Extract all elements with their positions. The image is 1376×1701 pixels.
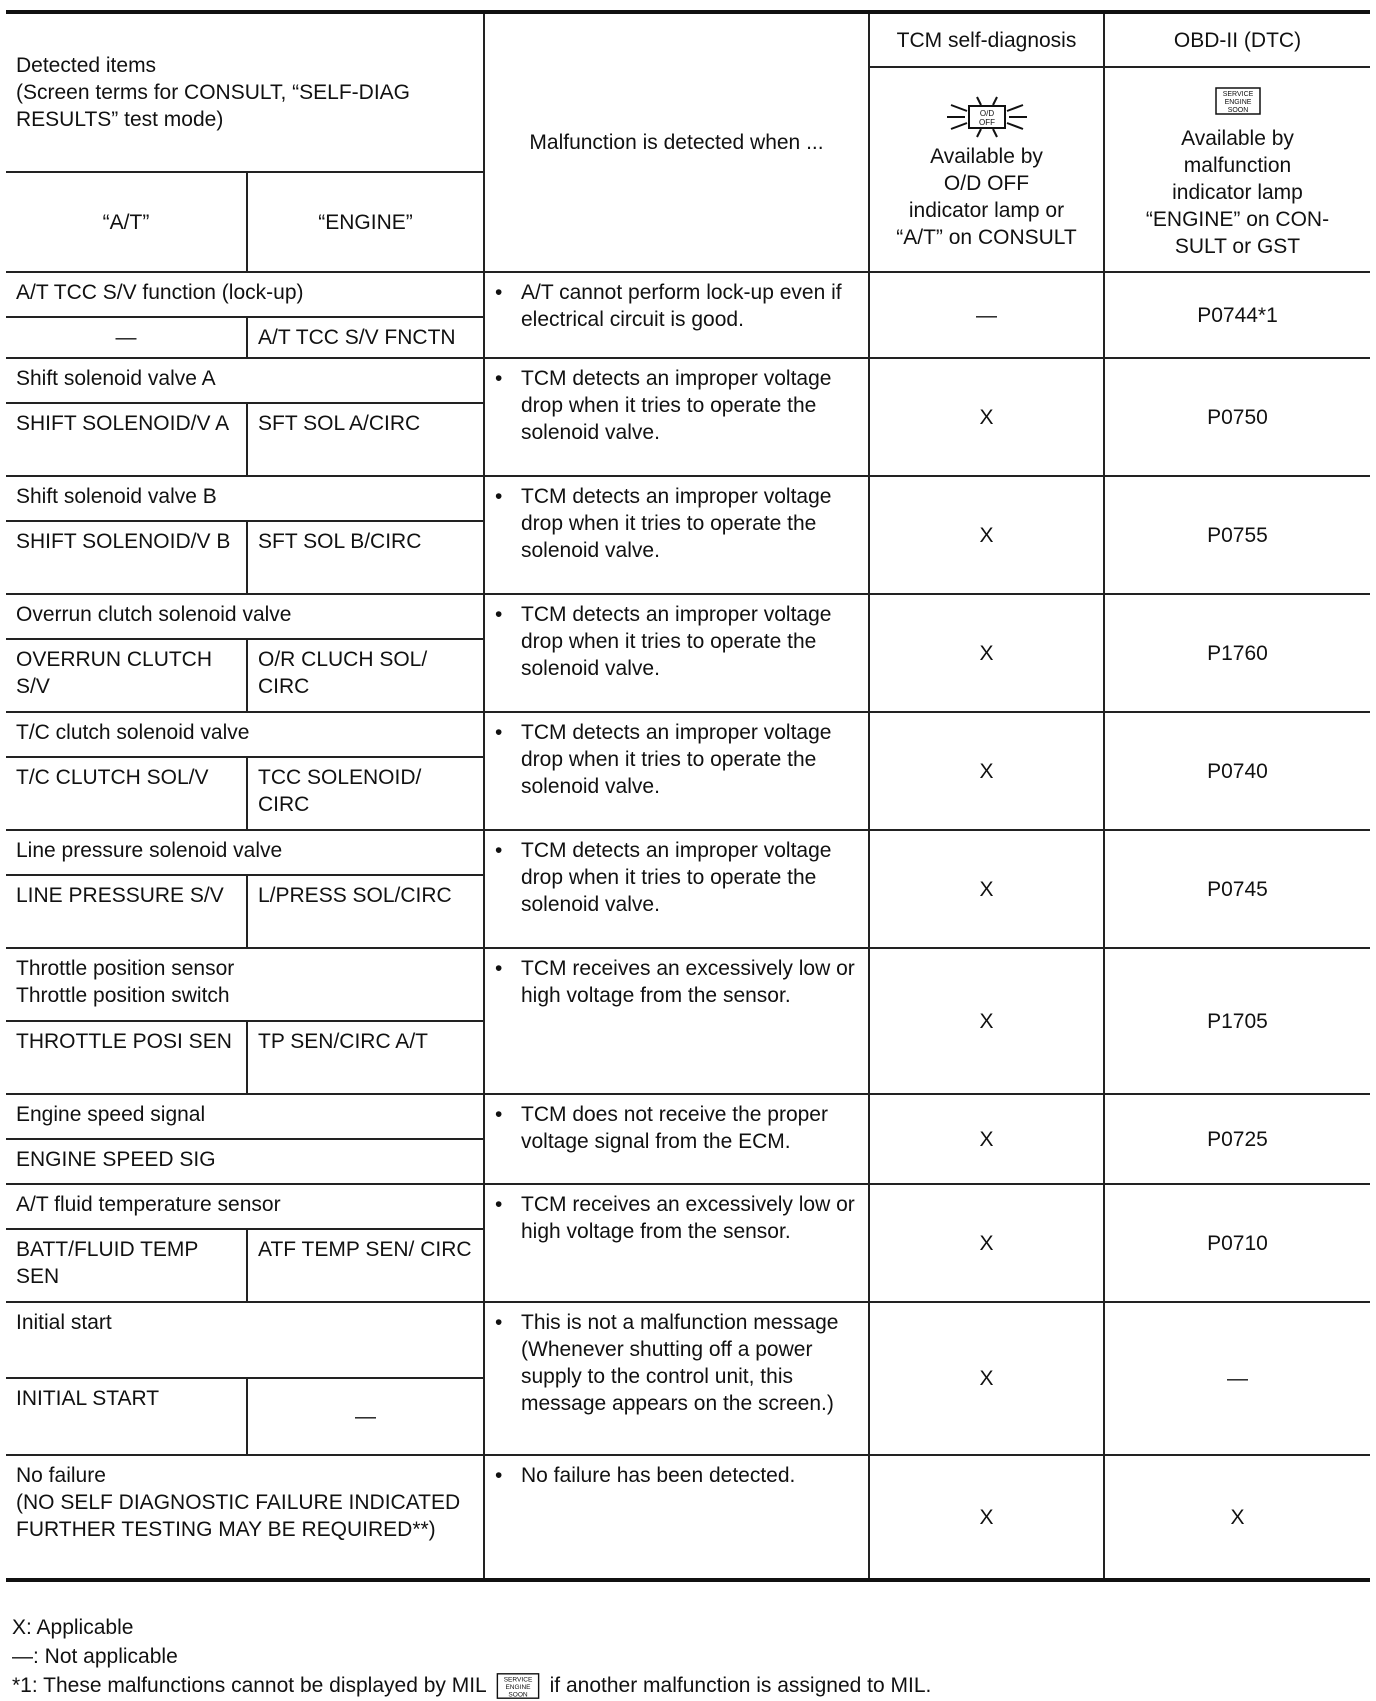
tcm-value: —	[869, 272, 1104, 358]
svg-text:SERVICE: SERVICE	[503, 1676, 533, 1684]
obd-dtc-code: —	[1104, 1302, 1370, 1455]
at-screen-term: OVERRUN CLUTCH S/V	[6, 639, 247, 712]
detected-item-label: A/T fluid temperature sensor	[6, 1184, 484, 1229]
malfunction-description: • TCM detects an improper voltage drop when it tries to operate the solenoid valve.	[484, 830, 869, 948]
malfunction-description: • No failure has been detected.	[484, 1455, 869, 1580]
detected-item-label: Initial start	[6, 1302, 484, 1378]
note-applicable: X: Applicable	[12, 1616, 134, 1639]
engine-screen-term: SFT SOL A/CIRC	[247, 403, 484, 476]
at-column-header: “A/T”	[6, 172, 247, 272]
obd-dtc-code: P1760	[1104, 594, 1370, 712]
at-screen-term: T/C CLUTCH SOL/V	[6, 757, 247, 830]
at-screen-term: SHIFT SOLENOID/V B	[6, 521, 247, 594]
bullet: •	[495, 957, 503, 980]
obd-dtc-code: P0744*1	[1104, 272, 1370, 358]
engine-screen-term: ATF TEMP SEN/ CIRC	[247, 1229, 484, 1302]
obd-lamp-cell	[1104, 67, 1370, 272]
svg-text:O/D: O/D	[979, 108, 994, 118]
obd-dtc-code: X	[1104, 1455, 1370, 1580]
detected-item-label: No failure (NO SELF DIAGNOSTIC FAILURE INDICATED FURTHER TESTING MAY BE REQUIRED**)	[6, 1455, 484, 1580]
note-footnote-1	[12, 1671, 931, 1701]
malfunction-description: • TCM detects an improper voltage drop when it tries to operate the solenoid valve.	[484, 476, 869, 594]
engine-column-header: “ENGINE”	[247, 172, 484, 272]
engine-screen-term: TCC SOLENOID/ CIRC	[247, 757, 484, 830]
detected-items-header: Detected items (Screen terms for CONSULT, “SELF-DIAG RESULTS” test mode)	[6, 12, 484, 172]
bullet: •	[495, 721, 503, 744]
tcm-value: X	[869, 712, 1104, 830]
detected-item-label: Overrun clutch solenoid valve	[6, 594, 484, 639]
tcm-self-diagnosis-header: TCM self-diagnosis	[869, 12, 1104, 67]
svg-text:SOON: SOON	[1227, 107, 1248, 114]
footnote-text-before: *1: These malfunctions cannot be displayed by MIL	[12, 1674, 486, 1697]
tcm-value: X	[869, 1184, 1104, 1302]
bullet: •	[495, 603, 503, 626]
svg-text:ENGINE: ENGINE	[1224, 99, 1251, 106]
bullet: •	[495, 1464, 503, 1487]
tcm-value: X	[869, 1302, 1104, 1455]
obd-dtc-code: P0745	[1104, 830, 1370, 948]
malfunction-description: • TCM does not receive the proper voltage signal from the ECM.	[484, 1094, 869, 1184]
tcm-value: X	[869, 594, 1104, 712]
svg-text:SERVICE: SERVICE	[1222, 91, 1253, 98]
engine-screen-term: O/R CLUCH SOL/ CIRC	[247, 639, 484, 712]
tcm-value: X	[869, 358, 1104, 476]
table-notes	[12, 1613, 931, 1701]
bullet: •	[495, 281, 503, 304]
engine-screen-term: —	[247, 1378, 484, 1455]
service-engine-soon-icon	[1212, 85, 1264, 117]
detected-item-label: T/C clutch solenoid valve	[6, 712, 484, 757]
malfunction-header: Malfunction is detected when ...	[484, 12, 869, 272]
svg-text:SOON: SOON	[508, 1691, 528, 1699]
at-screen-term: BATT/FLUID TEMP SEN	[6, 1229, 247, 1302]
tcm-value: X	[869, 948, 1104, 1094]
bullet: •	[495, 1311, 503, 1334]
obd-dtc-code: P1705	[1104, 948, 1370, 1094]
tcm-value: X	[869, 476, 1104, 594]
engine-screen-term: L/PRESS SOL/CIRC	[247, 875, 484, 948]
detected-item-label: Engine speed signal	[6, 1094, 484, 1139]
at-screen-term: THROTTLE POSI SEN	[6, 1021, 247, 1094]
at-screen-term: INITIAL START	[6, 1378, 247, 1455]
service-engine-soon-icon	[492, 1671, 544, 1701]
obd-dtc-code: P0725	[1104, 1094, 1370, 1184]
malfunction-description: • TCM detects an improper voltage drop when it tries to operate the solenoid valve.	[484, 358, 869, 476]
engine-screen-term: A/T TCC S/V FNCTN	[247, 317, 484, 358]
obd-dtc-code: P0755	[1104, 476, 1370, 594]
bullet: •	[495, 1193, 503, 1216]
self-diagnosis-table	[6, 10, 1370, 1582]
tcm-value: X	[869, 830, 1104, 948]
malfunction-description: • TCM detects an improper voltage drop when it tries to operate the solenoid valve.	[484, 594, 869, 712]
obd-dtc-code: P0710	[1104, 1184, 1370, 1302]
svg-text:OFF: OFF	[978, 117, 995, 127]
note-not-applicable: —: Not applicable	[12, 1645, 178, 1668]
tcm-lamp-description: Available by O/D OFF indicator lamp or “A/T” on CONSULT	[896, 144, 1077, 249]
tcm-lamp-cell	[869, 67, 1104, 272]
detected-item-label: Shift solenoid valve A	[6, 358, 484, 403]
malfunction-description: • A/T cannot perform lock-up even if electrical circuit is good.	[484, 272, 869, 358]
malfunction-description: • TCM receives an excessively low or high voltage from the sensor.	[484, 1184, 869, 1302]
tcm-value: X	[869, 1094, 1104, 1184]
svg-text:ENGINE: ENGINE	[505, 1684, 531, 1692]
obd-dtc-code: P0740	[1104, 712, 1370, 830]
at-screen-term: SHIFT SOLENOID/V A	[6, 403, 247, 476]
bullet: •	[495, 1103, 503, 1126]
bullet: •	[495, 485, 503, 508]
tcm-value: X	[869, 1455, 1104, 1580]
malfunction-description: • TCM receives an excessively low or high voltage from the sensor.	[484, 948, 869, 1094]
malfunction-description: • TCM detects an improper voltage drop when it tries to operate the solenoid valve.	[484, 712, 869, 830]
detected-item-label: A/T TCC S/V function (lock-up)	[6, 272, 484, 317]
footnote-text-after: if another malfunction is assigned to MIL.	[549, 1674, 932, 1697]
detected-item-label: Shift solenoid valve B	[6, 476, 484, 521]
obd-dtc-code: P0750	[1104, 358, 1370, 476]
engine-screen-term: TP SEN/CIRC A/T	[247, 1021, 484, 1094]
detected-item-label: Line pressure solenoid valve	[6, 830, 484, 875]
obd-lamp-description: Available by malfunction indicator lamp “ENGINE” on CON- SULT or GST	[1145, 127, 1330, 258]
malfunction-description: • This is not a malfunction message (Whenever shutting off a power supply to the control unit, this message appears on the screen.)	[484, 1302, 869, 1455]
at-screen-term: ENGINE SPEED SIG	[6, 1139, 484, 1184]
engine-screen-term: SFT SOL B/CIRC	[247, 521, 484, 594]
detected-item-label: Throttle position sensor Throttle position switch	[6, 948, 484, 1021]
od-off-lamp-icon	[941, 95, 1033, 139]
obd-dtc-header: OBD-II (DTC)	[1104, 12, 1370, 67]
at-screen-term: LINE PRESSURE S/V	[6, 875, 247, 948]
bullet: •	[495, 367, 503, 390]
bullet: •	[495, 839, 503, 862]
at-screen-term: —	[6, 317, 247, 358]
